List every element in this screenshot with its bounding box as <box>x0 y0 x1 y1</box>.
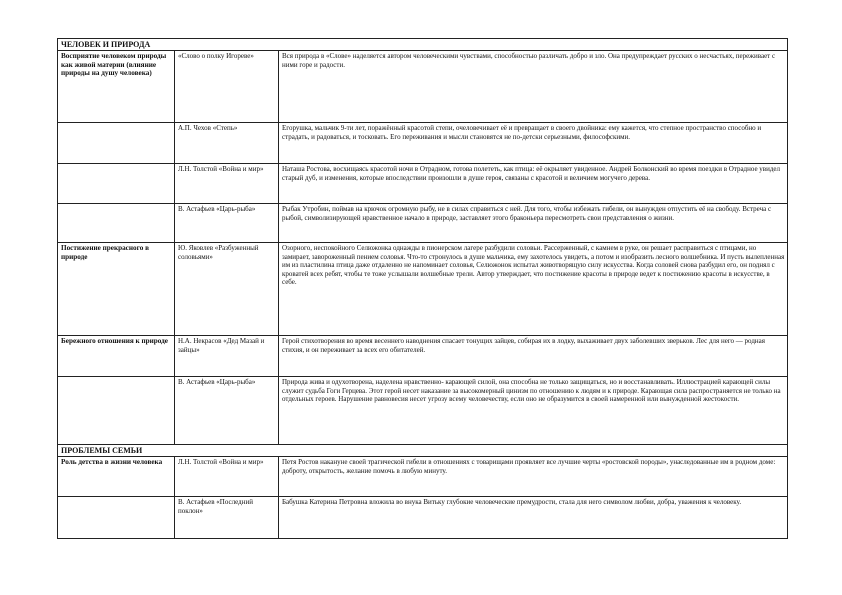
work-cell: Л.Н. Толстой «Война и мир» <box>175 164 279 204</box>
argument-cell: Бабушка Катерина Петровна вложила во внука Витьку глубокие человеческие премудрости, стала для него символом любви, добра, уважения к человеку. <box>279 497 788 539</box>
literature-arguments-table <box>57 38 788 539</box>
argument-cell: Петя Ростов накануне своей трагической гибели в отношениях с товарищами проявляет все лучшие черты «ростовской породы», унаследованные им в родном доме: доброту, открытость, желание помочь в любую минуту. <box>279 457 788 497</box>
work-cell: Ю. Яковлев «Разбуженный соловьями» <box>175 243 279 336</box>
theme-cell <box>58 497 175 539</box>
argument-cell: Герой стихотворения во время весеннего наводнения спасает тонущих зайцев, собирая их в лодку, выхаживает двух заболевших зверьков. Лес для него — родная стихия, и он переживает за всех его обитателей. <box>279 336 788 377</box>
work-cell: В. Астафьев «Царь-рыба» <box>175 204 279 243</box>
section-heading-nature: ЧЕЛОВЕК И ПРИРОДА <box>58 39 788 51</box>
argument-cell: Егорушка, мальчик 9-ти лет, поражённый красотой степи, очеловечивает её и превращает в своего двойника: ему кажется, что степное пространство способно и страдать, и радоваться, и тосковать. Его переживания и мысли становятся не по-детски серьезными, философскими. <box>279 123 788 164</box>
theme-cell <box>58 164 175 204</box>
theme-cell: Восприятие человеком природы как живой материи (влияние природы на душу человека) <box>58 51 175 123</box>
work-cell: В. Астафьев «Царь-рыба» <box>175 377 279 445</box>
work-cell: В. Астафьев «Последний поклон» <box>175 497 279 539</box>
argument-cell: Вся природа в «Слове» наделяется автором человеческими чувствами, способностью различать добро и зло. Она предупреждает русских о несчастьях, переживает с ними горе и радости. <box>279 51 788 123</box>
work-cell: А.П. Чехов «Степь» <box>175 123 279 164</box>
section-heading-family: ПРОБЛЕМЫ СЕМЬИ <box>58 445 788 457</box>
theme-cell: Роль детства в жизни человека <box>58 457 175 497</box>
theme-cell: Бережного отношения к природе <box>58 336 175 377</box>
argument-cell: Рыбак Утробин, поймав на крючок огромную рыбу, не в силах справиться с ней. Для того, чтобы избежать гибели, он вынужден отпустить её на свободу. Встреча с рыбой, символизирующей нравственное начало в природе, заставляет этого браконьера пересмотреть свои представления о жизни. <box>279 204 788 243</box>
theme-cell <box>58 123 175 164</box>
theme-cell: Постижение прекрасного в природе <box>58 243 175 336</box>
work-cell: «Слово о полку Игореве» <box>175 51 279 123</box>
work-cell: Н.А. Некрасов «Дед Мазай и зайцы» <box>175 336 279 377</box>
theme-cell <box>58 204 175 243</box>
argument-cell: Озорного, неспокойного Селюжонка однажды в пионерском лагере разбудили соловьи. Рассерженный, с камнем в руке, он решает расправиться с птицами, но замирает, завороженный пением соловья. Что-то стронулось в душе мальчика, ему захотелось увидеть, а потом и изобразить лесного волшебника. И пусть вылепленная им из пластилина птица даже отдаленно не напоминает соловья, Селюжонок испытал животворящую силу искусства. Когда соловей снова разбудил его, он поднял с кроватей всех ребят, чтобы те тоже услышали волшебные трели. Автор утверждает, что постижение красоты в природе ведет к постижению красоты в искусстве, в себе. <box>279 243 788 336</box>
work-cell: Л.Н. Толстой «Война и мир» <box>175 457 279 497</box>
argument-cell: Наташа Ростова, восхищаясь красотой ночи в Отрадном, готова полететь, как птица: её окрыляет увиденное. Андрей Болконский во время поездки в Отрадное увидел старый дуб, и изменения, которые впоследствии произошли в душе героя, связаны с красотой и величием могучего дерева. <box>279 164 788 204</box>
argument-cell: Природа жива и одухотворена, наделена нравственно- карающей силой, она способна не только защищаться, но и восстанавливать. Иллюстрацией карающей силы служит судьба Гоги Герцева. Этот герой несет наказание за высокомерный цинизм по отношению к людям и к природе. Карающая сила распространяется не только на отдельных героев. Нарушение равновесия несет угрозу всему человечеству, если оно не образумится в своей намеренной или вынужденной жестокости. <box>279 377 788 445</box>
theme-cell <box>58 377 175 445</box>
